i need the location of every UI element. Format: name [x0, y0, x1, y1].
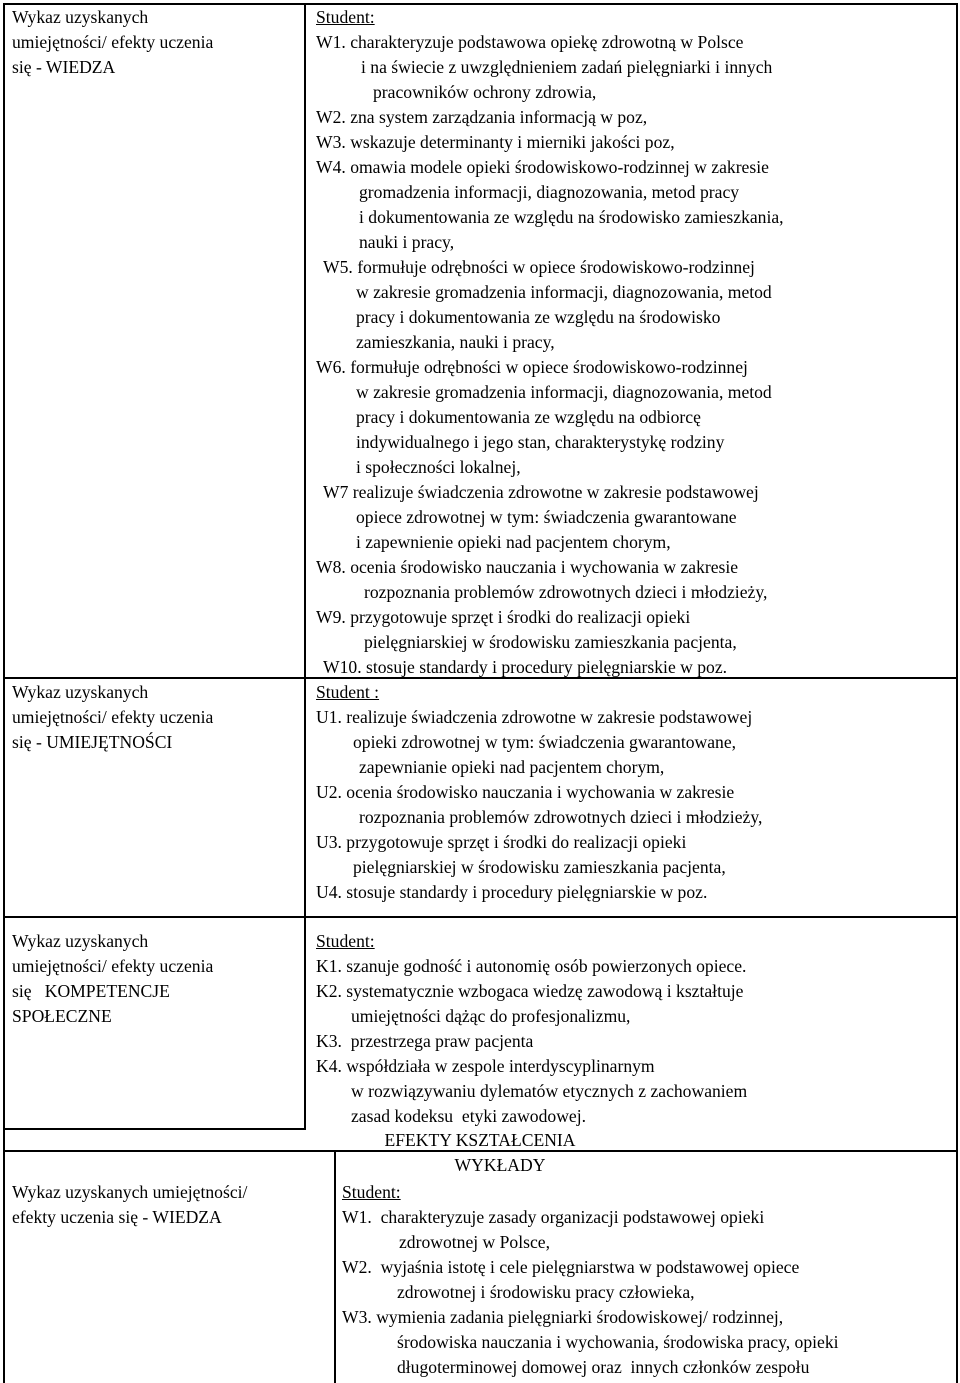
section-content-kompetencje: [316, 929, 747, 1129]
outcome-line: zdrowotnej w Polsce,: [399, 1232, 550, 1252]
outcome-line: U4. stosuje standardy i procedury pielęgniarskie w poz.: [316, 882, 708, 902]
outcome-line: W4. omawia modele opieki środowiskowo-rodzinnej w zakresie: [316, 157, 769, 177]
outcome-line: opieki zdrowotnej w tym: świadczenia gwarantowane,: [353, 732, 737, 752]
outcome-line: indywidualnego i jego stan, charakterystykę rodziny: [356, 432, 725, 452]
outcome-line: zasad kodeksu etyki zawodowej.: [351, 1106, 586, 1126]
outcome-line: W1. charakteryzuje zasady organizacji podstawowej opieki: [342, 1207, 765, 1227]
lecture-column-divider: [334, 1150, 336, 1383]
label-line: się - WIEDZA: [12, 57, 116, 77]
outcome-line: K2. systematycznie wzbogaca wiedzę zawodową i kształtuje: [316, 981, 744, 1001]
section-label-kompetencje: [12, 929, 213, 1029]
outcome-line: umiejętności dążąc do profesjonalizmu,: [351, 1006, 631, 1026]
section-label-umiejetnosci: [12, 680, 213, 755]
table-right-border: [956, 3, 958, 1151]
outcome-line: w zakresie gromadzenia informacji, diagnozowania, metod: [356, 282, 772, 302]
outcome-line: K4. współdziała w zespole interdyscyplinarnym: [316, 1056, 655, 1076]
outcome-line: pielęgniarskiej w środowisku zamieszkania pacjenta,: [353, 857, 726, 877]
outcome-line: U1. realizuje świadczenia zdrowotne w zakresie podstawowej: [316, 707, 753, 727]
student-heading: Student :: [316, 682, 380, 702]
label-line: się KOMPETENCJE: [12, 981, 170, 1001]
outcome-line: środowiska nauczania i wychowania, środowiska pracy, opieki: [397, 1332, 839, 1352]
lecture-right-border: [956, 1150, 958, 1383]
table-left-border: [3, 3, 5, 1151]
outcome-line: U3. przygotowuje sprzęt i środki do realizacji opieki: [316, 832, 687, 852]
label-line: Wykaz uzyskanych: [12, 7, 149, 27]
section-content-wiedza: [316, 5, 784, 680]
outcome-line: pracowników ochrony zdrowia,: [373, 82, 597, 102]
outcome-line: i społeczności lokalnej,: [356, 457, 521, 477]
outcome-line: W2. wyjaśnia istotę i cele pielęgniarstwa w podstawowej opiece: [342, 1257, 800, 1277]
outcome-line: pielęgniarskiej w środowisku zamieszkania pacjenta,: [364, 632, 737, 652]
outcome-line: W6. formułuje odrębności w opiece środowiskowo-rodzinnej: [316, 357, 748, 377]
label-line: Wykaz uzyskanych: [12, 931, 149, 951]
student-heading: Student:: [316, 7, 375, 27]
outcome-line: rozpoznania problemów zdrowotnych dzieci i młodzieży,: [359, 807, 763, 827]
outcome-line: K1. szanuje godność i autonomię osób powierzonych opiece.: [316, 956, 747, 976]
student-heading: Student:: [342, 1182, 401, 1202]
outcome-line: pracy i dokumentowania ze względu na środowisko: [356, 307, 721, 327]
outcome-line: w rozwiązywaniu dylematów etycznych z zachowaniem: [351, 1081, 748, 1101]
label-line: umiejętności/ efekty uczenia: [12, 32, 214, 52]
section-content-umiejetnosci: [316, 680, 762, 905]
outcome-line: W7 realizuje świadczenia zdrowotne w zakresie podstawowej: [323, 482, 759, 502]
outcome-line: W1. charakteryzuje podstawowa opiekę zdrowotną w Polsce: [316, 32, 744, 52]
label-line: umiejętności/ efekty uczenia: [12, 956, 214, 976]
lecture-content: [342, 1180, 839, 1380]
outcome-line: W9. przygotowuje sprzęt i środki do realizacji opieki: [316, 607, 691, 627]
column-divider: [304, 3, 306, 1130]
label-line: SPOŁECZNE: [12, 1006, 112, 1026]
outcome-line: i na świecie z uwzględnieniem zadań pielęgniarki i innych: [361, 57, 773, 77]
outcome-line: W3. wymienia zadania pielęgniarki środowiskowej/ rodzinnej,: [342, 1307, 784, 1327]
label-line: się - UMIEJĘTNOŚCI: [12, 732, 173, 752]
outcome-line: i zapewnienie opieki nad pacjentem chorym,: [356, 532, 671, 552]
lecture-left-border: [3, 1150, 5, 1383]
outcome-line: nauki i pracy,: [359, 232, 455, 252]
row-divider-3: [3, 1128, 306, 1130]
outcome-line: gromadzenia informacji, diagnozowania, metod pracy: [359, 182, 740, 202]
outcome-line: opiece zdrowotnej w tym: świadczenia gwarantowane: [356, 507, 737, 527]
outcome-line: zapewnianie opieki nad pacjentem chorym,: [359, 757, 665, 777]
row-divider-2: [3, 916, 958, 918]
outcome-line: W8. ocenia środowisko nauczania i wychowania w zakresie: [316, 557, 739, 577]
outcome-line: W10. stosuje standardy i procedury pielęgniarskie w poz.: [323, 657, 728, 677]
outcome-line: rozpoznania problemów zdrowotnych dzieci i młodzieży,: [364, 582, 768, 602]
outcome-line: i dokumentowania ze względu na środowisko zamieszkania,: [359, 207, 784, 227]
outcome-line: K3. przestrzega praw pacjenta: [316, 1031, 534, 1051]
outcome-line: pracy i dokumentowania ze względu na odbiorcę: [356, 407, 701, 427]
section-label-wiedza: [12, 5, 213, 80]
efekty-ksztalcenia-title: EFEKTY KSZTAŁCENIA: [384, 1130, 576, 1150]
outcome-line: długoterminowej domowej oraz innych członków zespołu: [397, 1357, 810, 1377]
label-line: Wykaz uzyskanych: [12, 682, 149, 702]
student-heading: Student:: [316, 931, 375, 951]
label-line: umiejętności/ efekty uczenia: [12, 707, 214, 727]
wyklady-title: WYKŁADY: [454, 1155, 546, 1175]
lecture-label: [12, 1180, 247, 1230]
outcome-line: U2. ocenia środowisko nauczania i wychowania w zakresie: [316, 782, 735, 802]
label-line: Wykaz uzyskanych umiejętności/: [12, 1182, 248, 1202]
outcome-line: w zakresie gromadzenia informacji, diagnozowania, metod: [356, 382, 772, 402]
label-line: efekty uczenia się - WIEDZA: [12, 1207, 222, 1227]
outcome-line: W2. zna system zarządzania informacją w poz,: [316, 107, 648, 127]
outcome-line: zamieszkania, nauki i pracy,: [356, 332, 555, 352]
outcome-line: W3. wskazuje determinanty i mierniki jakości poz,: [316, 132, 675, 152]
outcome-line: zdrowotnej i środowisku pracy człowieka,: [397, 1282, 695, 1302]
outcome-line: W5. formułuje odrębności w opiece środowiskowo-rodzinnej: [323, 257, 755, 277]
